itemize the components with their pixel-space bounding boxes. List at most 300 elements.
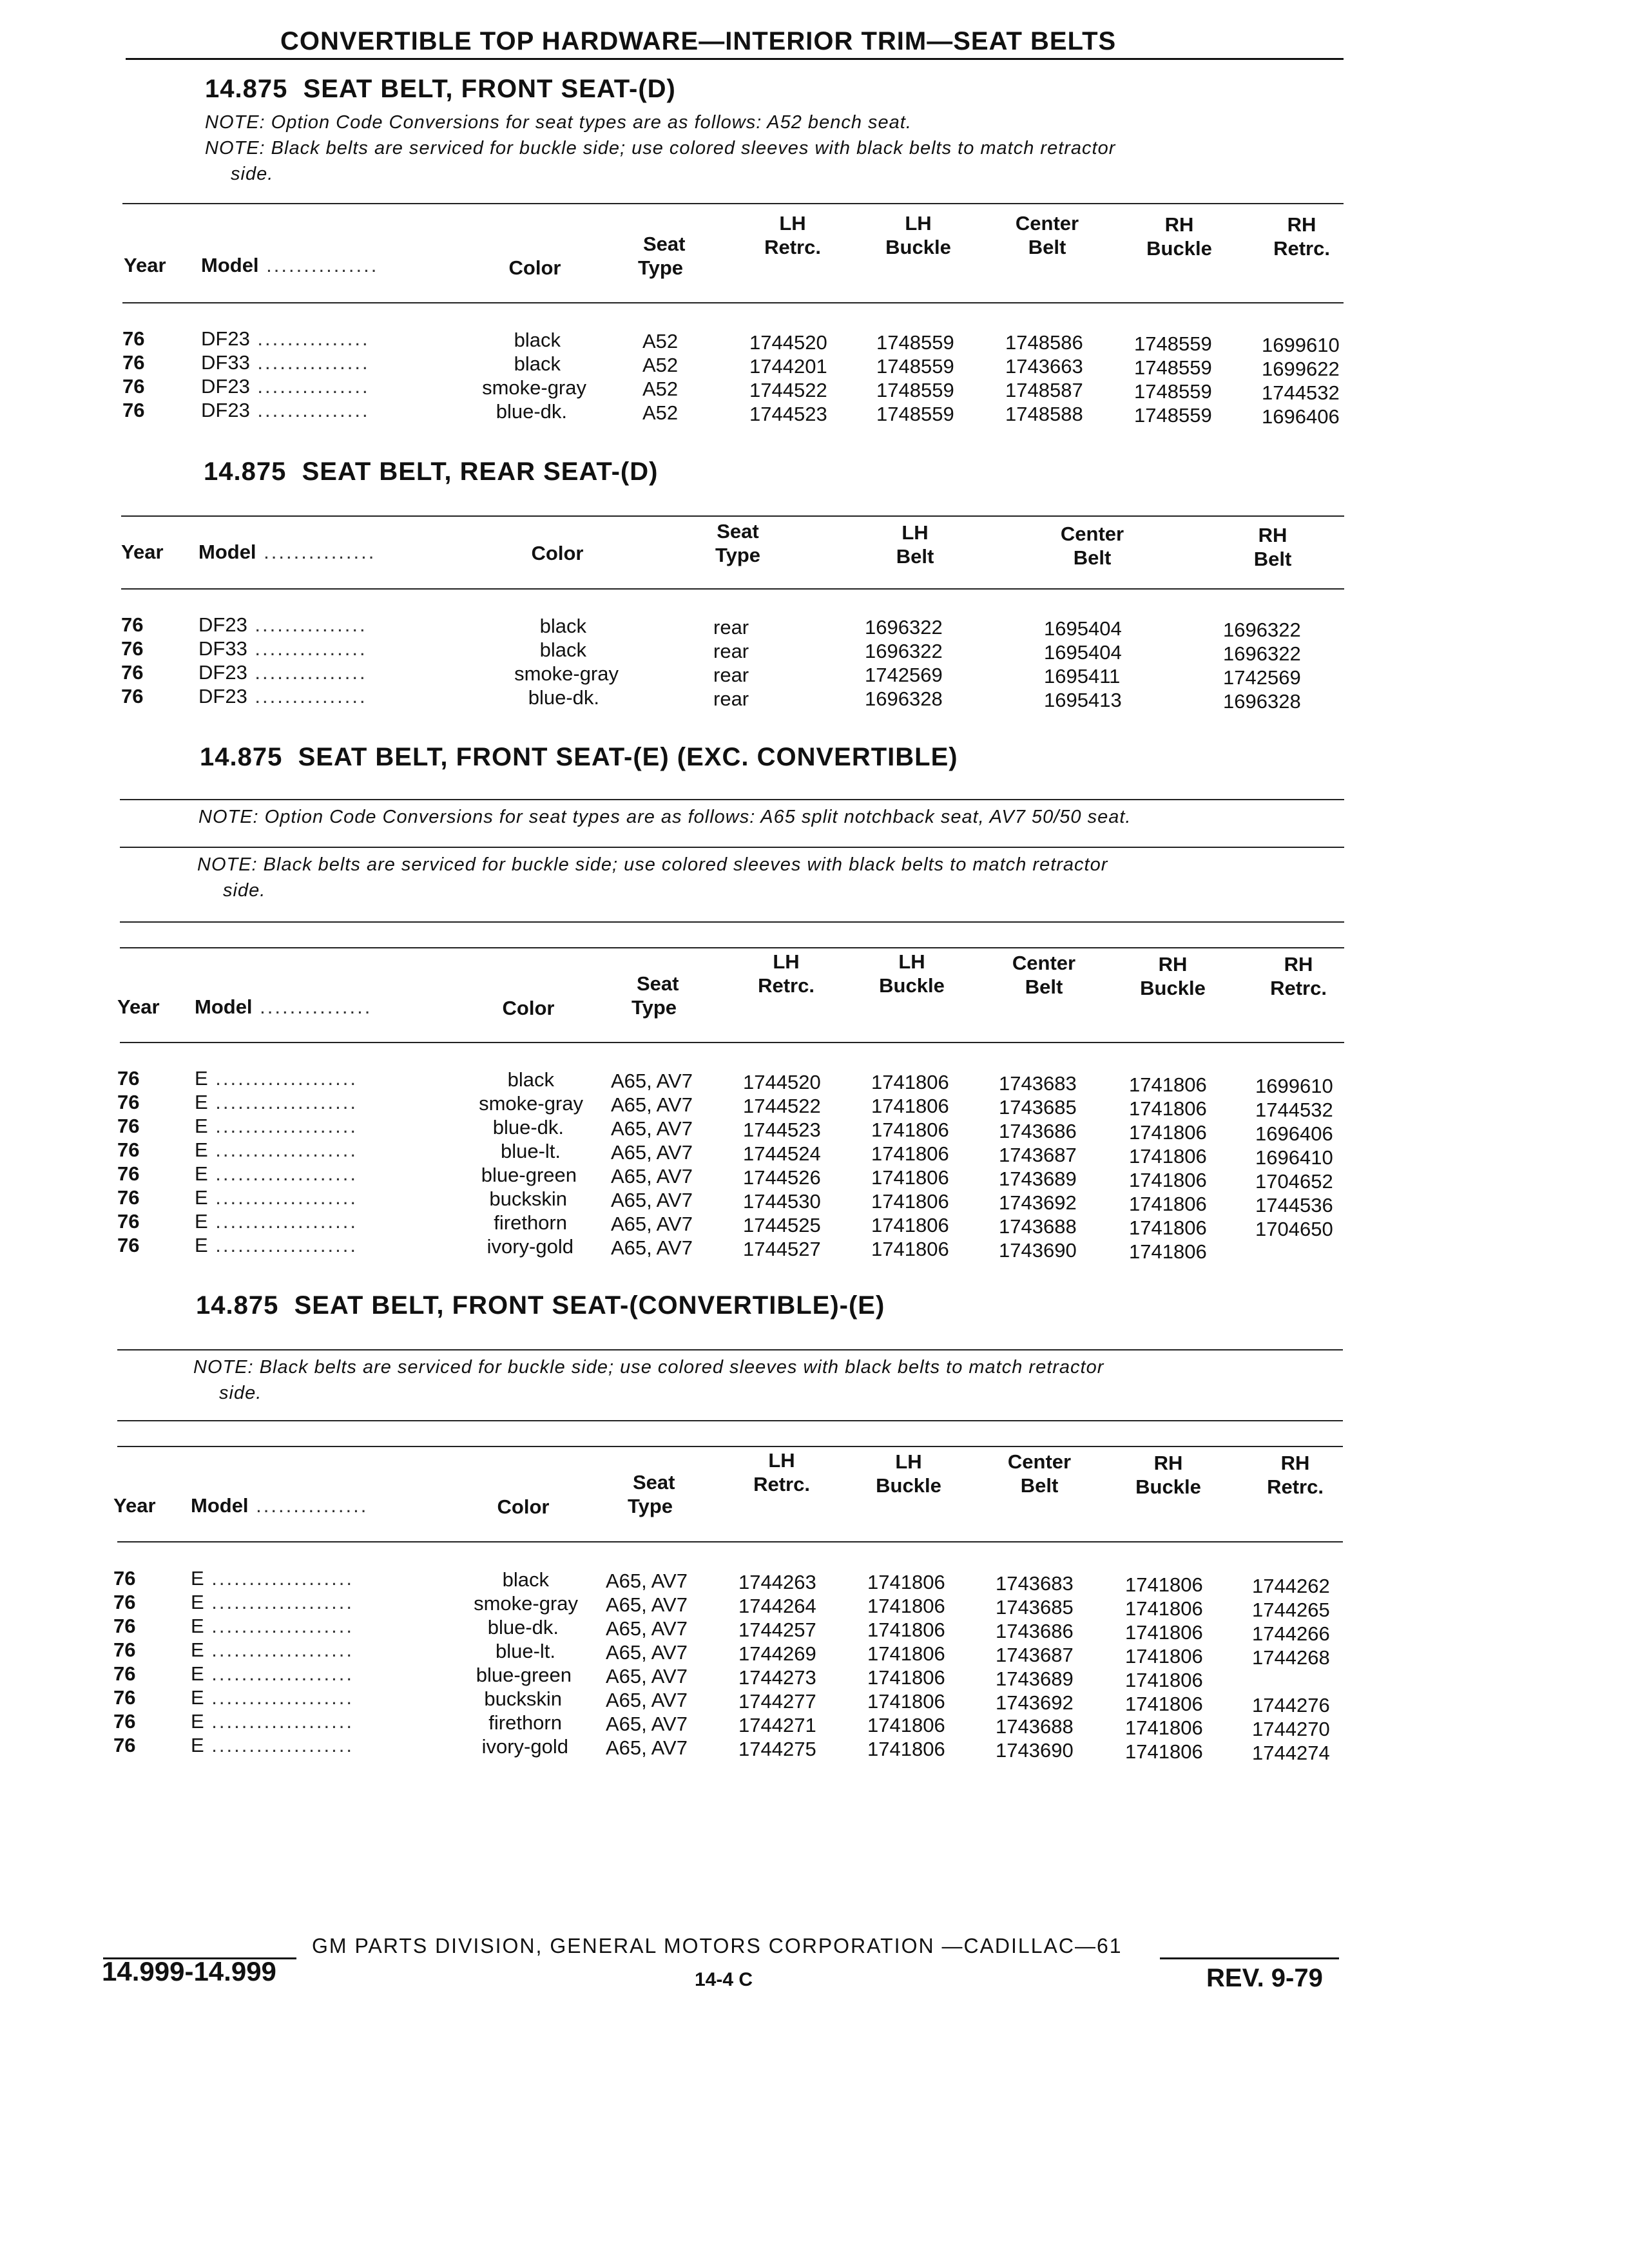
cell-center-belt: 1748586 xyxy=(1005,331,1083,354)
cell-rh-retrc: 1744536 xyxy=(1255,1194,1333,1216)
cell-color: black xyxy=(502,1568,549,1591)
col-header-lh-belt xyxy=(876,521,954,568)
col-header-line2: Belt xyxy=(1073,546,1112,569)
note-bottom-rule xyxy=(117,1420,1343,1421)
cell-center-belt: 1743692 xyxy=(999,1191,1077,1214)
cell-model-text: DF33 xyxy=(198,637,247,660)
cell-model: E ................... xyxy=(191,1639,354,1661)
cell-color: black xyxy=(507,1068,554,1091)
cell-year: 76 xyxy=(113,1662,136,1685)
cell-rh-retrc: 1704652 xyxy=(1255,1170,1333,1193)
cell-rh-buckle: 1741806 xyxy=(1125,1645,1203,1667)
cell-lh-buckle: 1741806 xyxy=(867,1666,945,1689)
cell-color: buckskin xyxy=(489,1187,567,1210)
section-title: 14.875 SEAT BELT, FRONT SEAT-(D) xyxy=(205,75,676,103)
cell-year: 76 xyxy=(122,375,145,398)
cell-color: firethorn xyxy=(494,1211,567,1234)
cell-model: DF23 ............... xyxy=(201,327,370,350)
cell-rh-buckle: 1741806 xyxy=(1129,1216,1207,1239)
cell-seat: A65, AV7 xyxy=(606,1689,688,1711)
cell-seat: A65, AV7 xyxy=(606,1736,688,1759)
cell-rh-belt: 1742569 xyxy=(1223,666,1301,689)
col-header-model: Model ............... xyxy=(195,995,372,1018)
cell-rh-buckle: 1741806 xyxy=(1129,1121,1207,1144)
cell-center-belt: 1743689 xyxy=(996,1667,1074,1690)
cell-year: 76 xyxy=(122,327,145,350)
col-header-lh-retrc xyxy=(741,950,831,997)
col-header-color: Color xyxy=(508,256,561,279)
cell-lh-retrc: 1744530 xyxy=(743,1190,821,1213)
header-bottom-rule xyxy=(122,302,1344,303)
cell-model-text: E xyxy=(191,1686,204,1709)
cell-color: ivory-gold xyxy=(481,1735,568,1758)
note-text: NOTE: Black belts are serviced for buckle side; use colored sleeves with black belts to match retractor xyxy=(193,1357,1104,1378)
cell-year: 76 xyxy=(117,1186,140,1209)
cell-model: E ................... xyxy=(195,1210,358,1233)
cell-model: DF23 ............... xyxy=(201,375,370,398)
col-header-line2: Retrc. xyxy=(1270,977,1327,999)
col-header-model-label: Model xyxy=(201,254,259,276)
cell-year: 76 xyxy=(113,1639,136,1661)
cell-lh-buckle: 1741806 xyxy=(871,1095,949,1117)
col-header-seat-type xyxy=(628,1470,675,1518)
note-text: side. xyxy=(219,1383,262,1403)
col-header-lh-buckle xyxy=(863,950,960,997)
cell-lh-retrc: 1744525 xyxy=(743,1214,821,1236)
cell-model: DF23 ............... xyxy=(198,661,367,684)
cell-color: ivory-gold xyxy=(487,1235,574,1258)
cell-rh-buckle: 1741806 xyxy=(1125,1693,1203,1715)
cell-rh-retrc: 1744532 xyxy=(1262,381,1340,404)
cell-year: 76 xyxy=(113,1567,136,1590)
cell-model-text: E xyxy=(191,1591,204,1613)
cell-model-text: DF23 xyxy=(201,375,250,398)
cell-color: blue-green xyxy=(476,1664,572,1686)
cell-lh-buckle: 1748559 xyxy=(876,355,954,378)
cell-lh-buckle: 1741806 xyxy=(867,1690,945,1713)
cell-lh-buckle: 1741806 xyxy=(867,1619,945,1641)
cell-color: blue-dk. xyxy=(528,686,599,709)
col-header-model: Model ............... xyxy=(201,254,379,276)
cell-lh-buckle: 1741806 xyxy=(871,1166,949,1189)
col-header-seat-line2: Type xyxy=(715,544,761,566)
col-header-line1: Center xyxy=(1007,1450,1072,1473)
cell-rh-buckle: 1741806 xyxy=(1125,1573,1203,1596)
cell-lh-retrc: 1744277 xyxy=(738,1690,816,1713)
col-header-line2: Buckle xyxy=(1146,237,1212,260)
header-bottom-rule xyxy=(120,1042,1344,1043)
col-header-rh-buckle xyxy=(1131,213,1228,260)
cell-rh-retrc: 1699610 xyxy=(1262,334,1340,356)
cell-rh-buckle: 1741806 xyxy=(1129,1073,1207,1096)
col-header-line2: Retrc. xyxy=(1273,237,1330,260)
cell-rh-buckle: 1741806 xyxy=(1125,1740,1203,1763)
cell-lh-retrc: 1744264 xyxy=(738,1595,816,1617)
cell-lh-buckle: 1741806 xyxy=(867,1642,945,1665)
cell-lh-belt: 1696322 xyxy=(865,616,943,639)
col-header-line1: Center xyxy=(1015,212,1079,235)
cell-model-text: E xyxy=(195,1234,208,1256)
cell-rh-retrc: 1744265 xyxy=(1252,1599,1330,1621)
cell-rh-retrc: 1744262 xyxy=(1252,1575,1330,1597)
col-header-seat-line1: Seat xyxy=(717,520,759,543)
cell-model: E ................... xyxy=(191,1662,354,1685)
col-header-line1: LH xyxy=(895,1450,922,1473)
cell-seat: A52 xyxy=(642,378,679,400)
cell-center-belt: 1743690 xyxy=(996,1739,1074,1762)
cell-rh-belt: 1696322 xyxy=(1223,642,1301,665)
cell-lh-buckle: 1741806 xyxy=(867,1571,945,1593)
col-header-seat-line2: Type xyxy=(628,1495,673,1517)
cell-lh-retrc: 1744523 xyxy=(743,1119,821,1141)
cell-lh-retrc: 1744522 xyxy=(743,1095,821,1117)
cell-lh-retrc: 1744273 xyxy=(738,1666,816,1689)
footer-section-range: 14.999-14.999 xyxy=(102,1956,276,1986)
cell-year: 76 xyxy=(117,1162,140,1185)
col-header-color: Color xyxy=(497,1495,550,1518)
cell-model-text: E xyxy=(195,1162,208,1185)
col-header-year: Year xyxy=(124,254,166,276)
note-text: side. xyxy=(231,164,274,184)
col-header-line2: Belt xyxy=(1028,236,1066,258)
cell-year: 76 xyxy=(117,1139,140,1161)
cell-seat: A65, AV7 xyxy=(606,1641,688,1664)
col-header-seat-line1: Seat xyxy=(643,233,686,255)
cell-rh-buckle: 1741806 xyxy=(1129,1145,1207,1168)
cell-center-belt: 1695404 xyxy=(1044,641,1122,664)
cell-model-text: DF23 xyxy=(198,685,247,707)
cell-seat: A65, AV7 xyxy=(611,1213,693,1235)
cell-rh-buckle: 1748559 xyxy=(1134,332,1212,355)
note-text: NOTE: Option Code Conversions for seat types are as follows: A65 split notchback seat, AV7 50/50 seat. xyxy=(198,807,1132,827)
cell-center-belt: 1743686 xyxy=(999,1120,1077,1142)
cell-rh-buckle: 1741806 xyxy=(1125,1669,1203,1691)
cell-color: blue-green xyxy=(481,1164,577,1186)
cell-year: 76 xyxy=(113,1591,136,1613)
cell-seat: A65, AV7 xyxy=(611,1141,693,1164)
cell-lh-retrc: 1744520 xyxy=(749,331,827,354)
cell-year: 76 xyxy=(113,1686,136,1709)
cell-lh-retrc: 1744524 xyxy=(743,1142,821,1165)
cell-lh-buckle: 1748559 xyxy=(876,379,954,401)
cell-model: E ................... xyxy=(195,1234,358,1256)
cell-lh-retrc: 1744275 xyxy=(738,1738,816,1760)
cell-model: E ................... xyxy=(191,1710,354,1733)
cell-rh-retrc: 1744274 xyxy=(1252,1742,1330,1764)
note-text: NOTE: Black belts are serviced for buckle side; use colored sleeves with black belts to match retractor xyxy=(205,138,1116,159)
note-text: side. xyxy=(223,880,266,901)
cell-model: E ................... xyxy=(191,1615,354,1637)
cell-model-text: E xyxy=(195,1139,208,1161)
col-header-center-belt xyxy=(991,1450,1088,1497)
cell-year: 76 xyxy=(121,685,144,707)
cell-model-text: DF23 xyxy=(198,661,247,684)
cell-seat: rear xyxy=(713,664,749,686)
col-header-model-label: Model xyxy=(198,541,256,563)
cell-rh-retrc: 1744270 xyxy=(1252,1718,1330,1740)
cell-rh-buckle: 1748559 xyxy=(1134,380,1212,403)
cell-lh-buckle: 1741806 xyxy=(867,1714,945,1736)
footer-rule-right xyxy=(1160,1957,1339,1959)
col-header-line1: Center xyxy=(1012,952,1076,974)
cell-year: 76 xyxy=(121,661,144,684)
cell-seat: A52 xyxy=(642,330,679,352)
cell-lh-buckle: 1741806 xyxy=(871,1214,949,1236)
note-text: NOTE: Black belts are serviced for buckle side; use colored sleeves with black belts to match retractor xyxy=(197,854,1108,875)
cell-model: E ................... xyxy=(195,1186,358,1209)
cell-model: DF23 ............... xyxy=(201,399,370,421)
col-header-line1: LH xyxy=(773,950,800,973)
col-header-line2: Buckle xyxy=(879,974,945,997)
cell-center-belt: 1743690 xyxy=(999,1239,1077,1262)
cell-rh-buckle: 1741806 xyxy=(1129,1097,1207,1120)
cell-seat: A52 xyxy=(642,401,679,424)
cell-year: 76 xyxy=(113,1615,136,1637)
col-header-line1: LH xyxy=(768,1449,795,1472)
note-text: NOTE: Option Code Conversions for seat types are as follows: A52 bench seat. xyxy=(205,112,912,133)
cell-lh-buckle: 1741806 xyxy=(871,1190,949,1213)
cell-rh-retrc: 1704650 xyxy=(1255,1218,1333,1240)
cell-lh-buckle: 1741806 xyxy=(871,1071,949,1093)
page-header xyxy=(126,24,1344,60)
cell-model-text: DF23 xyxy=(201,399,250,421)
cell-rh-buckle: 1741806 xyxy=(1129,1169,1207,1191)
col-header-line2: Buckle xyxy=(1135,1475,1201,1498)
cell-color: blue-lt. xyxy=(500,1140,561,1162)
col-header-line2: Retrc. xyxy=(758,974,815,997)
col-header-line1: RH xyxy=(1280,1452,1310,1474)
cell-lh-retrc: 1744271 xyxy=(738,1714,816,1736)
col-header-line1: RH xyxy=(1158,953,1188,975)
table-top-rule xyxy=(121,515,1344,517)
cell-seat: A65, AV7 xyxy=(606,1713,688,1735)
cell-lh-retrc: 1744201 xyxy=(749,355,827,378)
cell-rh-retrc: 1699622 xyxy=(1262,358,1340,380)
footer-revision: REV. 9-79 xyxy=(1206,1964,1323,1992)
col-header-year: Year xyxy=(113,1494,156,1517)
cell-year: 76 xyxy=(113,1734,136,1756)
cell-center-belt: 1743683 xyxy=(999,1072,1077,1095)
cell-rh-retrc: 1744268 xyxy=(1252,1646,1330,1669)
cell-model: DF33 ............... xyxy=(201,351,370,374)
cell-center-belt: 1743689 xyxy=(999,1168,1077,1190)
table-top-rule xyxy=(122,203,1344,204)
cell-color: blue-dk. xyxy=(492,1116,564,1139)
black-belt-note xyxy=(205,135,1115,187)
col-header-center-belt xyxy=(996,951,1092,999)
col-header-line1: LH xyxy=(898,950,925,973)
section-title: 14.875 SEAT BELT, FRONT SEAT-(CONVERTIBLE)-(E) xyxy=(196,1291,885,1320)
col-header-model-label: Model xyxy=(191,1494,249,1517)
col-header-line2: Buckle xyxy=(1140,977,1206,999)
section-title: 14.875 SEAT BELT, FRONT SEAT-(E) (EXC. CONVERTIBLE) xyxy=(200,743,958,771)
cell-rh-buckle: 1741806 xyxy=(1125,1621,1203,1644)
cell-color: black xyxy=(539,639,586,661)
col-header-line1: Center xyxy=(1060,523,1124,545)
cell-lh-buckle: 1748559 xyxy=(876,331,954,354)
col-header-line1: RH xyxy=(1287,213,1316,236)
col-header-rh-retrc xyxy=(1253,952,1344,1000)
cell-model: E ................... xyxy=(191,1591,354,1613)
col-header-line2: Buckle xyxy=(885,236,951,258)
col-header-center-belt xyxy=(1044,522,1141,570)
col-header-model: Model ............... xyxy=(198,541,376,563)
table-top-rule xyxy=(120,947,1344,948)
cell-rh-buckle: 1741806 xyxy=(1125,1597,1203,1620)
cell-rh-belt: 1696328 xyxy=(1223,690,1301,713)
cell-lh-retrc: 1744522 xyxy=(749,379,827,401)
cell-lh-belt: 1696328 xyxy=(865,687,943,710)
cell-model-text: E xyxy=(191,1567,204,1590)
col-header-seat-line2: Type xyxy=(631,996,677,1019)
note-top-rule xyxy=(120,799,1344,800)
col-header-rh-retrc xyxy=(1257,213,1347,260)
cell-model-text: E xyxy=(195,1115,208,1137)
cell-model-text: DF33 xyxy=(201,351,250,374)
col-header-model-label: Model xyxy=(195,995,253,1018)
cell-rh-buckle: 1741806 xyxy=(1129,1240,1207,1263)
cell-model: E ................... xyxy=(191,1686,354,1709)
cell-center-belt: 1743686 xyxy=(996,1620,1074,1642)
cell-center-belt: 1743688 xyxy=(996,1715,1074,1738)
cell-lh-buckle: 1741806 xyxy=(871,1142,949,1165)
col-header-color: Color xyxy=(531,542,584,564)
cell-seat: A65, AV7 xyxy=(606,1617,688,1640)
cell-year: 76 xyxy=(121,637,144,660)
cell-model: E ................... xyxy=(191,1734,354,1756)
col-header-center-belt xyxy=(999,211,1095,259)
table-top-rule xyxy=(117,1446,1343,1447)
cell-lh-retrc: 1744526 xyxy=(743,1166,821,1189)
col-header-seat-type xyxy=(631,972,679,1019)
footer-publisher: GM PARTS DIVISION, GENERAL MOTORS CORPORATION —CADILLAC—61 xyxy=(312,1934,1123,1957)
cell-lh-belt: 1742569 xyxy=(865,664,943,686)
col-header-rh-belt xyxy=(1234,523,1311,571)
col-header-line1: RH xyxy=(1164,213,1194,236)
cell-model: E ................... xyxy=(195,1091,358,1113)
cell-lh-retrc: 1744523 xyxy=(749,403,827,425)
cell-year: 76 xyxy=(117,1067,140,1090)
col-header-lh-buckle xyxy=(870,211,967,259)
col-header-line1: RH xyxy=(1284,953,1313,975)
cell-rh-buckle: 1748559 xyxy=(1134,356,1212,379)
cell-model: DF33 ............... xyxy=(198,637,367,660)
col-header-line1: RH xyxy=(1258,524,1287,546)
cell-rh-retrc: 1696410 xyxy=(1255,1146,1333,1169)
col-header-seat-line1: Seat xyxy=(633,1471,675,1494)
col-header-line2: Retrc. xyxy=(1267,1475,1324,1498)
option-code-note xyxy=(205,110,912,135)
cell-seat: A65, AV7 xyxy=(611,1189,693,1211)
cell-color: firethorn xyxy=(488,1711,562,1734)
cell-color: smoke-gray xyxy=(514,662,619,685)
cell-lh-retrc: 1744520 xyxy=(743,1071,821,1093)
cell-rh-buckle: 1741806 xyxy=(1125,1716,1203,1739)
col-header-line2: Retrc. xyxy=(753,1473,810,1495)
col-header-rh-buckle xyxy=(1124,952,1221,1000)
col-header-line2: Belt xyxy=(1253,548,1292,570)
cell-model-text: E xyxy=(195,1067,208,1090)
cell-center-belt: 1695411 xyxy=(1044,665,1121,687)
cell-center-belt: 1743688 xyxy=(999,1215,1077,1238)
col-header-line2: Belt xyxy=(1020,1474,1059,1497)
col-header-lh-buckle xyxy=(860,1450,957,1497)
cell-lh-retrc: 1744263 xyxy=(738,1571,816,1593)
col-header-line2: Buckle xyxy=(876,1474,941,1497)
cell-year: 76 xyxy=(117,1210,140,1233)
cell-model-text: DF23 xyxy=(201,327,250,350)
cell-year: 76 xyxy=(122,351,145,374)
cell-center-belt: 1748587 xyxy=(1005,379,1083,401)
col-header-line2: Belt xyxy=(1025,975,1063,998)
cell-seat: rear xyxy=(713,640,749,662)
cell-seat: A65, AV7 xyxy=(611,1165,693,1187)
cell-model: DF23 ............... xyxy=(198,685,367,707)
col-header-year: Year xyxy=(117,995,160,1018)
cell-rh-belt: 1696322 xyxy=(1223,619,1301,641)
cell-seat: A65, AV7 xyxy=(611,1236,693,1259)
cell-color: black xyxy=(514,329,561,351)
black-belt-note xyxy=(193,1354,1104,1406)
col-header-line1: RH xyxy=(1153,1452,1183,1474)
cell-seat: A65, AV7 xyxy=(606,1665,688,1687)
col-header-line1: LH xyxy=(901,521,929,544)
cell-model: E ................... xyxy=(195,1162,358,1185)
cell-model: E ................... xyxy=(191,1567,354,1590)
cell-seat: A52 xyxy=(642,354,679,376)
cell-lh-buckle: 1741806 xyxy=(867,1738,945,1760)
page-title: CONVERTIBLE TOP HARDWARE—INTERIOR TRIM—SEAT BELTS xyxy=(280,27,1117,55)
col-header-rh-buckle xyxy=(1120,1451,1217,1499)
cell-center-belt: 1743685 xyxy=(999,1096,1077,1119)
cell-rh-retrc: 1699610 xyxy=(1255,1075,1333,1097)
cell-color: black xyxy=(514,352,561,375)
cell-year: 76 xyxy=(122,399,145,421)
cell-lh-belt: 1696322 xyxy=(865,640,943,662)
col-header-line1: LH xyxy=(905,212,932,235)
col-header-lh-retrc xyxy=(747,211,838,259)
cell-model-text: E xyxy=(191,1710,204,1733)
cell-model-text: E xyxy=(191,1734,204,1756)
cell-color: black xyxy=(539,615,586,637)
section-title: 14.875 SEAT BELT, REAR SEAT-(D) xyxy=(204,457,659,486)
note-mid-rule xyxy=(120,847,1344,848)
cell-year: 76 xyxy=(117,1115,140,1137)
cell-lh-retrc: 1744269 xyxy=(738,1642,816,1665)
cell-seat: A65, AV7 xyxy=(606,1593,688,1616)
cell-lh-buckle: 1741806 xyxy=(867,1595,945,1617)
cell-lh-buckle: 1741806 xyxy=(871,1119,949,1141)
cell-model-text: DF23 xyxy=(198,613,247,636)
col-header-line2: Retrc. xyxy=(764,236,821,258)
cell-rh-buckle: 1748559 xyxy=(1134,404,1212,427)
cell-center-belt: 1743687 xyxy=(999,1144,1077,1166)
cell-color: smoke-gray xyxy=(479,1092,583,1115)
col-header-seat-type xyxy=(638,232,685,280)
cell-center-belt: 1748588 xyxy=(1005,403,1083,425)
cell-center-belt: 1695404 xyxy=(1044,617,1122,640)
col-header-lh-retrc xyxy=(737,1448,827,1496)
cell-center-belt: 1743687 xyxy=(996,1644,1074,1666)
note-bottom-rule xyxy=(120,921,1344,923)
cell-seat: A65, AV7 xyxy=(611,1070,693,1092)
cell-center-belt: 1743692 xyxy=(996,1691,1074,1714)
col-header-seat-line1: Seat xyxy=(637,972,679,995)
cell-rh-buckle: 1741806 xyxy=(1129,1193,1207,1215)
cell-center-belt: 1695413 xyxy=(1044,689,1122,711)
cell-model-text: E xyxy=(195,1210,208,1233)
cell-model: E ................... xyxy=(195,1067,358,1090)
